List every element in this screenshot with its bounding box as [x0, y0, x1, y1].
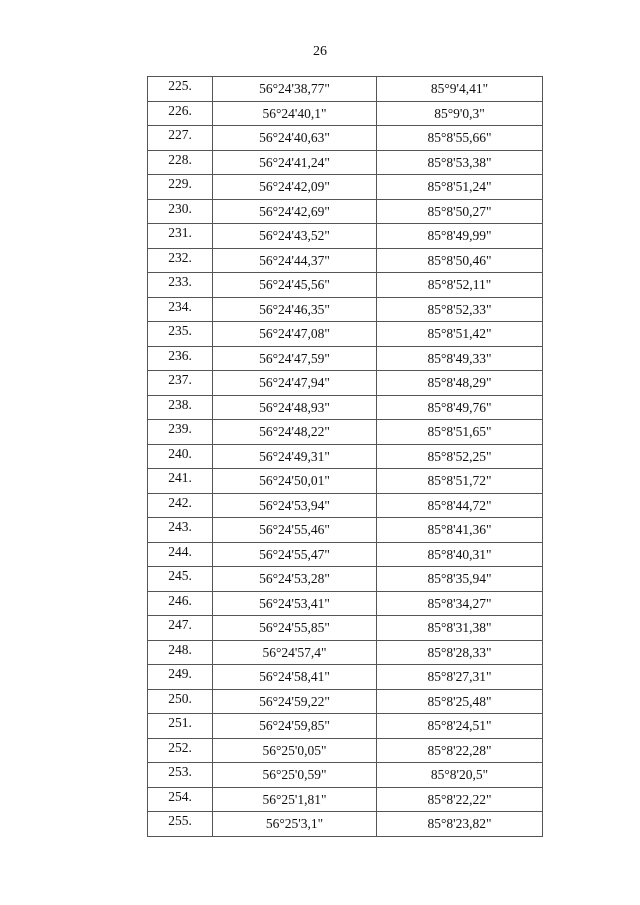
point-number-cell: 249.: [148, 665, 213, 690]
table-row: [148, 812, 543, 837]
table-row: [148, 322, 543, 347]
table-row: [148, 469, 543, 494]
point-number-cell: 247.: [148, 616, 213, 641]
longitude-cell: 85°8'23,82": [377, 812, 543, 837]
longitude-cell: 85°8'25,48": [377, 689, 543, 714]
table-row: [148, 518, 543, 543]
longitude-cell: 85°8'40,31": [377, 542, 543, 567]
longitude-cell: 85°8'27,31": [377, 665, 543, 690]
table-row: [148, 542, 543, 567]
latitude-cell: 56°24'53,94": [213, 493, 377, 518]
coordinates-table: [147, 76, 543, 837]
latitude-cell: 56°24'41,24": [213, 150, 377, 175]
table-row: [148, 101, 543, 126]
point-number-cell: 242.: [148, 493, 213, 518]
point-number-cell: 228.: [148, 150, 213, 175]
longitude-cell: 85°8'52,25": [377, 444, 543, 469]
longitude-cell: 85°8'51,24": [377, 175, 543, 200]
point-number-cell: 234.: [148, 297, 213, 322]
table-row: [148, 591, 543, 616]
point-number-cell: 244.: [148, 542, 213, 567]
longitude-cell: 85°8'51,72": [377, 469, 543, 494]
latitude-cell: 56°24'42,69": [213, 199, 377, 224]
point-number-cell: 232.: [148, 248, 213, 273]
latitude-cell: 56°24'45,56": [213, 273, 377, 298]
point-number-cell: 236.: [148, 346, 213, 371]
point-number-cell: 248.: [148, 640, 213, 665]
point-number-cell: 237.: [148, 371, 213, 396]
longitude-cell: 85°8'44,72": [377, 493, 543, 518]
table-row: [148, 126, 543, 151]
point-number-cell: 241.: [148, 469, 213, 494]
latitude-cell: 56°24'47,08": [213, 322, 377, 347]
longitude-cell: 85°8'52,11": [377, 273, 543, 298]
longitude-cell: 85°8'49,76": [377, 395, 543, 420]
longitude-cell: 85°8'49,99": [377, 224, 543, 249]
latitude-cell: 56°24'59,22": [213, 689, 377, 714]
latitude-cell: 56°24'47,59": [213, 346, 377, 371]
longitude-cell: 85°8'50,27": [377, 199, 543, 224]
latitude-cell: 56°24'43,52": [213, 224, 377, 249]
latitude-cell: 56°24'48,93": [213, 395, 377, 420]
table-row: [148, 763, 543, 788]
latitude-cell: 56°25'3,1": [213, 812, 377, 837]
table-row: [148, 640, 543, 665]
longitude-cell: 85°9'0,3": [377, 101, 543, 126]
point-number-cell: 243.: [148, 518, 213, 543]
table-row: [148, 493, 543, 518]
table-row: [148, 297, 543, 322]
point-number-cell: 255.: [148, 812, 213, 837]
latitude-cell: 56°24'53,28": [213, 567, 377, 592]
longitude-cell: 85°8'22,28": [377, 738, 543, 763]
point-number-cell: 239.: [148, 420, 213, 445]
latitude-cell: 56°24'55,46": [213, 518, 377, 543]
table-row: [148, 346, 543, 371]
point-number-cell: 227.: [148, 126, 213, 151]
longitude-cell: 85°8'50,46": [377, 248, 543, 273]
longitude-cell: 85°9'4,41": [377, 77, 543, 102]
table-row: [148, 395, 543, 420]
table-row: [148, 175, 543, 200]
latitude-cell: 56°24'40,63": [213, 126, 377, 151]
latitude-cell: 56°24'58,41": [213, 665, 377, 690]
point-number-cell: 226.: [148, 101, 213, 126]
table-row: [148, 787, 543, 812]
longitude-cell: 85°8'34,27": [377, 591, 543, 616]
longitude-cell: 85°8'49,33": [377, 346, 543, 371]
longitude-cell: 85°8'35,94": [377, 567, 543, 592]
table-row: [148, 616, 543, 641]
longitude-cell: 85°8'51,65": [377, 420, 543, 445]
table-row: [148, 420, 543, 445]
latitude-cell: 56°24'42,09": [213, 175, 377, 200]
longitude-cell: 85°8'24,51": [377, 714, 543, 739]
table-row: [148, 224, 543, 249]
table-row: [148, 689, 543, 714]
latitude-cell: 56°24'53,41": [213, 591, 377, 616]
point-number-cell: 252.: [148, 738, 213, 763]
point-number-cell: 231.: [148, 224, 213, 249]
table-row: [148, 444, 543, 469]
point-number-cell: 235.: [148, 322, 213, 347]
longitude-cell: 85°8'22,22": [377, 787, 543, 812]
point-number-cell: 240.: [148, 444, 213, 469]
point-number-cell: 229.: [148, 175, 213, 200]
latitude-cell: 56°25'0,59": [213, 763, 377, 788]
point-number-cell: 245.: [148, 567, 213, 592]
latitude-cell: 56°24'38,77": [213, 77, 377, 102]
latitude-cell: 56°24'50,01": [213, 469, 377, 494]
latitude-cell: 56°24'49,31": [213, 444, 377, 469]
coordinates-table-body: [148, 77, 543, 837]
point-number-cell: 233.: [148, 273, 213, 298]
longitude-cell: 85°8'55,66": [377, 126, 543, 151]
longitude-cell: 85°8'52,33": [377, 297, 543, 322]
table-row: [148, 77, 543, 102]
latitude-cell: 56°24'48,22": [213, 420, 377, 445]
point-number-cell: 250.: [148, 689, 213, 714]
latitude-cell: 56°24'47,94": [213, 371, 377, 396]
longitude-cell: 85°8'53,38": [377, 150, 543, 175]
longitude-cell: 85°8'51,42": [377, 322, 543, 347]
point-number-cell: 254.: [148, 787, 213, 812]
point-number-cell: 225.: [148, 77, 213, 102]
table-row: [148, 199, 543, 224]
latitude-cell: 56°24'44,37": [213, 248, 377, 273]
longitude-cell: 85°8'41,36": [377, 518, 543, 543]
latitude-cell: 56°24'40,1": [213, 101, 377, 126]
latitude-cell: 56°24'46,35": [213, 297, 377, 322]
longitude-cell: 85°8'20,5": [377, 763, 543, 788]
table-row: [148, 248, 543, 273]
page-number: 26: [313, 44, 327, 59]
latitude-cell: 56°24'57,4": [213, 640, 377, 665]
point-number-cell: 238.: [148, 395, 213, 420]
latitude-cell: 56°25'0,05": [213, 738, 377, 763]
point-number-cell: 246.: [148, 591, 213, 616]
point-number-cell: 230.: [148, 199, 213, 224]
latitude-cell: 56°24'59,85": [213, 714, 377, 739]
latitude-cell: 56°24'55,47": [213, 542, 377, 567]
longitude-cell: 85°8'31,38": [377, 616, 543, 641]
table-row: [148, 665, 543, 690]
point-number-cell: 251.: [148, 714, 213, 739]
table-row: [148, 273, 543, 298]
longitude-cell: 85°8'28,33": [377, 640, 543, 665]
latitude-cell: 56°25'1,81": [213, 787, 377, 812]
latitude-cell: 56°24'55,85": [213, 616, 377, 641]
table-row: [148, 150, 543, 175]
table-row: [148, 371, 543, 396]
table-row: [148, 738, 543, 763]
point-number-cell: 253.: [148, 763, 213, 788]
table-row: [148, 714, 543, 739]
table-row: [148, 567, 543, 592]
longitude-cell: 85°8'48,29": [377, 371, 543, 396]
